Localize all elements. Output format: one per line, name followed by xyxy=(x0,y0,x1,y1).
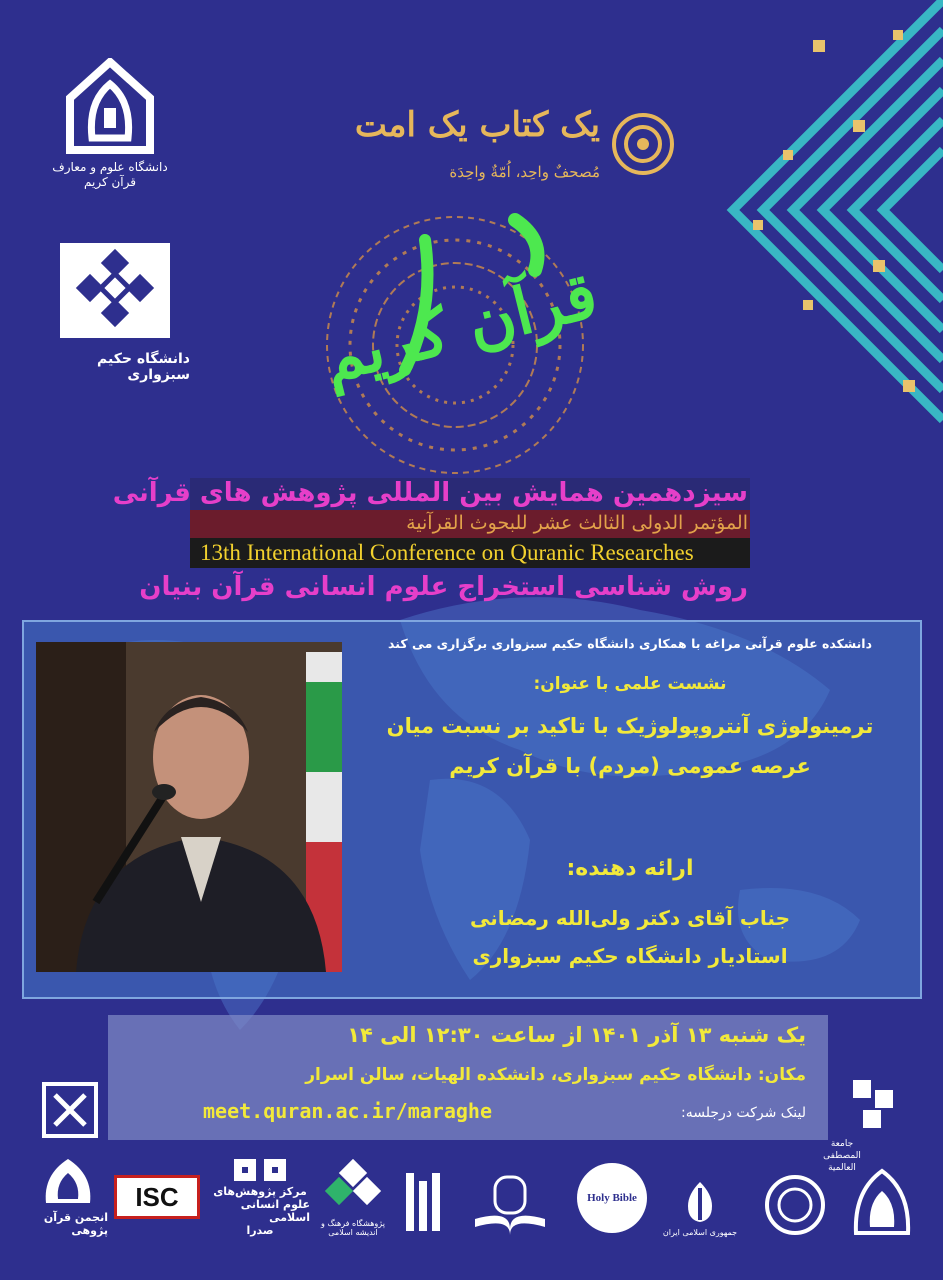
sponsor-ministry xyxy=(660,1155,740,1237)
sadra-mark-icon xyxy=(230,1155,290,1185)
sponsor-bible-logo xyxy=(572,1155,652,1237)
presenter-role: استادیار دانشگاه حکیم سبزواری xyxy=(472,944,788,968)
presenter-label: ارائه دهنده: xyxy=(566,856,694,881)
sponsor-sadra xyxy=(210,1155,310,1237)
conference-title-fa: سیزدهمین همایش بین المللی پژوهش های قرآنی xyxy=(112,478,748,508)
sadra-caption-mid: علوم انسانی اسلامی xyxy=(240,1198,310,1224)
iran-emblem-icon xyxy=(680,1180,720,1224)
culture-institute-caption: پژوهشگاه فرهنگ و اندیشه اسلامی xyxy=(321,1219,385,1237)
mosque-arch-icon xyxy=(62,58,158,154)
event-location: مکان: دانشگاه حکیم سبزواری، دانشکده الهیات، سالن اسرار xyxy=(305,1065,806,1085)
sponsor-culture-institute xyxy=(318,1155,388,1237)
slogan-block xyxy=(354,85,680,195)
isc-text: ISC xyxy=(135,1181,179,1212)
bible-circle xyxy=(577,1163,647,1233)
kufic-pattern-decoration xyxy=(693,0,943,440)
research-institute-logo xyxy=(40,1080,100,1140)
conference-title-en: 13th International Conference on Quranic Researches xyxy=(200,540,694,565)
sponsor-zahra-school xyxy=(842,1155,922,1237)
sabzevar-university-logo xyxy=(40,238,190,383)
event-organizer: دانشکده علوم قرآنی مراغه با همکاری دانشگاه حکیم سبزواری برگزاری می کند xyxy=(388,636,872,651)
rosette-icon xyxy=(612,113,674,175)
event-datetime: یک شنبه ۱۳ آذر ۱۴۰۱ از ساعت ۱۲:۳۰ الی ۱۴ xyxy=(347,1023,806,1047)
sponsor-book-logo xyxy=(462,1155,558,1237)
sponsor-quran-association-caption: انجمن قرآن پژوهی xyxy=(43,1211,108,1237)
event-details-box xyxy=(108,1015,828,1140)
open-book-icon xyxy=(465,1169,555,1237)
dome-icon xyxy=(38,1155,98,1207)
mosque-dome-icon xyxy=(850,1167,914,1237)
quran-calligraphy-text: قرآن کریم xyxy=(315,257,605,398)
round-seal-icon xyxy=(763,1173,827,1237)
session-title-line2: عرصه عمومی (مردم) با قرآن کریم xyxy=(449,754,811,778)
knot-pattern-icon xyxy=(55,238,175,343)
isc-badge xyxy=(114,1175,200,1219)
ministry-caption: جمهوری اسلامی ایران xyxy=(662,1228,738,1237)
event-link-url[interactable]: meet.quran.ac.ir/maraghe xyxy=(203,1099,492,1123)
pillar-emblem-icon xyxy=(400,1167,446,1237)
sadra-caption-bot: صدرا xyxy=(246,1224,274,1237)
sponsor-quran-association xyxy=(28,1155,108,1237)
slogan-sub: مُصحفٌ واحِد، اُمّةٌ واحِدَة xyxy=(449,163,600,181)
session-label: نشست علمی با عنوان: xyxy=(533,674,727,694)
diamond-knot-icon xyxy=(323,1159,383,1219)
sabzevar-university-caption: دانشگاه حکیم سبزواری xyxy=(97,351,190,383)
presenter-photo xyxy=(36,642,342,972)
session-title-line1: ترمینولوژی آنتروپولوژیک با تاکید بر نسبت میان xyxy=(386,714,874,738)
conference-theme: روش شناسی استخراج علوم انسانی قرآن بنیان xyxy=(139,572,748,602)
event-link-label: لینک شرکت درجلسه: xyxy=(680,1105,806,1121)
quran-university-logo xyxy=(52,58,168,190)
sponsor-isc xyxy=(112,1155,202,1237)
al-mustafa-emblem-icon xyxy=(848,1075,898,1135)
quran-university-caption: دانشگاه علوم و معارف قرآن کریم xyxy=(52,160,168,189)
presenter-name: جناب آقای دکتر ولی‌الله رمضانی xyxy=(469,906,791,930)
conference-title-ar: المؤتمر الدولی الثالث عشر للبحوث القرآنیة xyxy=(406,512,748,534)
al-mustafa-caption: جامعة المصطفی العالمیة xyxy=(823,1139,861,1173)
slogan-main: یک کتاب یک امت xyxy=(354,105,600,145)
presenter-portrait xyxy=(36,642,342,972)
sponsor-institute-5 xyxy=(398,1155,448,1237)
bible-text: Holy Bible xyxy=(587,1192,637,1204)
sadra-caption-top: مرکز پژوهش‌های xyxy=(213,1185,307,1198)
sponsor-cultural-center xyxy=(760,1155,830,1237)
al-mustafa-logo xyxy=(818,1075,928,1135)
